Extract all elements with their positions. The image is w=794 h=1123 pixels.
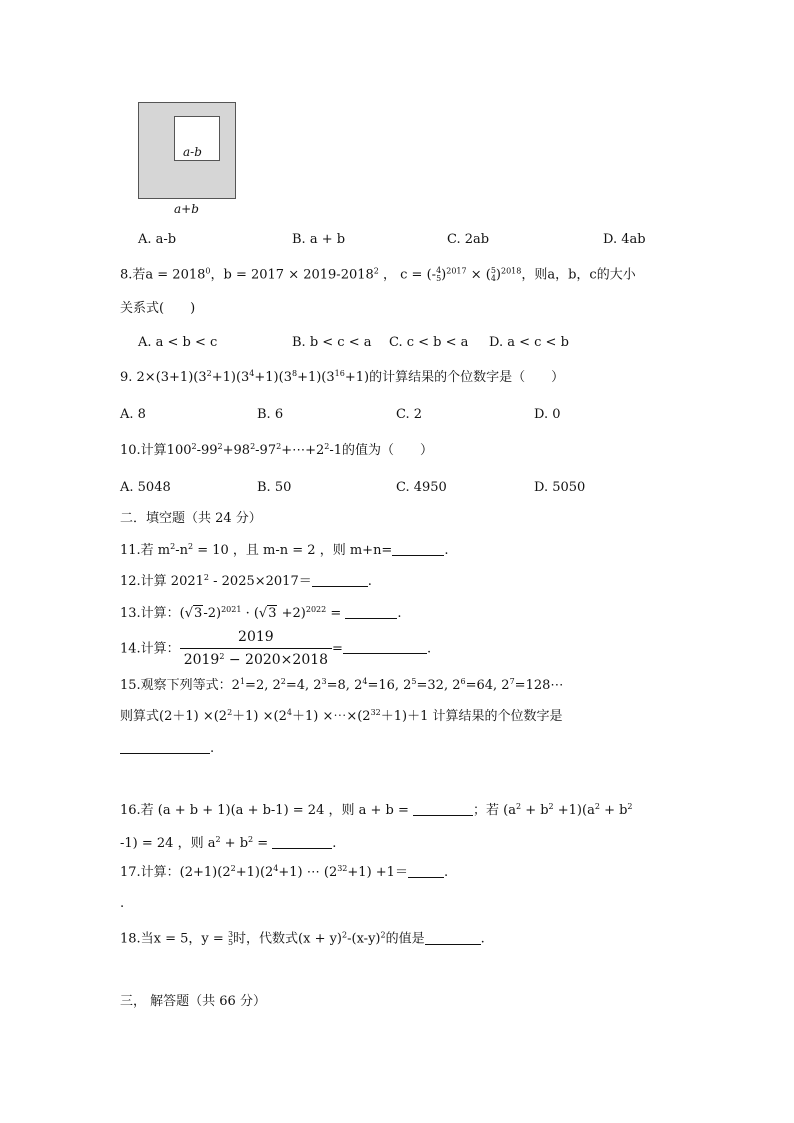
q9-option-c: C. 2: [396, 407, 423, 422]
q16-answer-blank-1[interactable]: [413, 803, 473, 816]
q14-question: 14.计算： $\frac{2019}{2019^2 - 2020\times 2018}$ = .: [120, 629, 432, 668]
q15-question: 15.观察下列等式：$2^1=2$, $2^2=4$, $2^3=8$, $2^4=16$, $2^5=32$, $2^6=64$, $2^7=128\cdots$: [120, 677, 564, 693]
q8-option-d: D. a < c < b: [489, 335, 569, 350]
q15-exponent: 5: [411, 677, 417, 686]
q13-answer-blank[interactable]: [345, 606, 397, 619]
q8-question: 8.若$a = 2018^0$，$b = 2017 \times 2019-2018^2$ ， c = (- 4 5 )$^{2017}$ × ( 5 4 )$^{2018}$，则a，b，c的大小: [120, 266, 636, 283]
q9-option-b: B. 6: [257, 407, 284, 422]
q15-term: =8, 2: [326, 678, 363, 693]
q9-option-d: D. 0: [534, 407, 561, 422]
q7-option-a: A. a-b: [138, 232, 177, 247]
q10-question: 10.计算$100^2-99^2+98^2-97^2+\cdots+2^2-1$的值为（ ）: [120, 442, 434, 458]
q18-question: 18.当x = 5，y = 3 5 时，代数式$(x + y)^2-(x-y)^2$的值是 .: [120, 930, 485, 947]
q15-term: =16, 2: [367, 678, 412, 693]
figure-inner-label: a-b: [183, 145, 202, 159]
q12-question: 12.计算 2021$^2$ - 2025×2017＝ .: [120, 573, 372, 589]
q16-question: 16.若 (a + b + 1)(a + b-1) = 24 ，则 a + b = ；若 $(a^2 + b^2 +1)(a^2 + b^2$: [120, 802, 633, 818]
q15-question-line2: 则算式$(2+1) \times(2^2+1) \times(2^4+1)$ $\times\cdots\times(2^{32}+1)+1$ 计算结果的个位数字是: [120, 708, 563, 724]
q10-option-a: A. 5048: [120, 480, 171, 495]
q17-question: 17.计算：$(2+1)(2^2+1)(2^4+1)$ ⋯ $(2^{32}+1) +1=$ .: [120, 864, 449, 880]
q15-term: =64, 2: [465, 678, 510, 693]
q15-answer-blank[interactable]: [120, 741, 210, 754]
stray-dot: .: [120, 896, 125, 911]
q8-question-line2: 关系式( ): [120, 301, 196, 316]
q9-option-a: A. 8: [120, 407, 146, 422]
figure-outer-label: a+b: [174, 202, 199, 216]
q10-option-b: B. 50: [257, 480, 292, 495]
q7-option-d: D. 4ab: [603, 232, 646, 247]
q11-answer-blank[interactable]: [392, 543, 444, 556]
q8-option-c: C. c < b < a: [389, 335, 469, 350]
q11-question: 11.若 $m^2-n^2 = 10$ ，且 m-n = 2 ，则 m+n= .: [120, 542, 449, 558]
q15-exponent: 7: [509, 677, 515, 686]
q10-option-d: D. 5050: [534, 480, 586, 495]
q15-answer-line: .: [120, 741, 214, 755]
q8-option-a: A. a < b < c: [138, 335, 218, 350]
q8-option-b: B. b < c < a: [292, 335, 372, 350]
q14-answer-blank[interactable]: [343, 641, 427, 654]
section-3-heading: 三， 解答题（共 66 分）: [120, 994, 266, 1009]
q15-exponent: 6: [460, 677, 466, 686]
q13-question: 13.计算：$(√3-2)^{2021} \cdot (√3 +2)^{2022}$ = .: [120, 605, 402, 621]
q15-term: =32, 2: [416, 678, 461, 693]
q15-exponent: 4: [362, 677, 368, 686]
q15-term: =128⋯: [514, 678, 564, 693]
q15-exponent: 2: [280, 677, 286, 686]
q12-answer-blank[interactable]: [312, 574, 368, 587]
q10-option-c: C. 4950: [396, 480, 447, 495]
q17-answer-blank[interactable]: [408, 865, 444, 878]
q7-option-b: B. a + b: [292, 232, 346, 247]
q15-term: =4, 2: [285, 678, 322, 693]
section-2-heading: 二．填空题（共 24 分）: [120, 511, 262, 526]
q15-exponent: 3: [321, 677, 327, 686]
q16-question-line2: -1) = 24 ，则 $a^2 + b^2$ = .: [120, 835, 337, 851]
q18-answer-blank[interactable]: [425, 932, 481, 945]
q15-term: =2, 2: [245, 678, 281, 693]
q7-option-c: C. 2ab: [447, 232, 490, 247]
q9-question: 9. $2\times(3+1)(3^2+1)(3^4+1)(3^8+1)(3^{16}+1)$的计算结果的个位数字是（ ）: [120, 369, 565, 385]
q16-answer-blank-2[interactable]: [272, 836, 332, 849]
q15-exponent: 1: [239, 677, 246, 686]
